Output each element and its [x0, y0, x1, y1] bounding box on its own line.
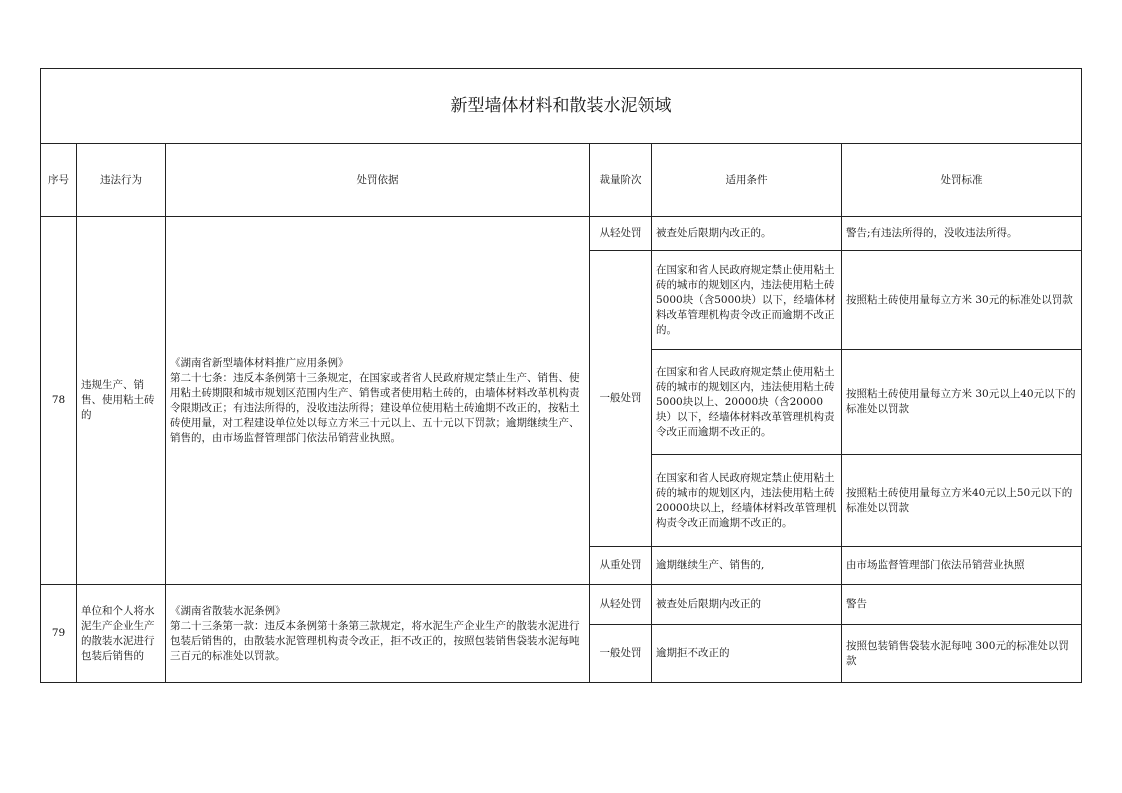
- row-act: 违规生产、销售、使用粘土砖的: [77, 217, 166, 585]
- row-std: 按照粘土砖使用量每立方米 30元的标准处以罚款: [842, 251, 1082, 350]
- row-level: 一般处罚: [590, 625, 652, 683]
- row-cond: 逾期继续生产、销售的,: [652, 547, 842, 585]
- basis-law: 《湖南省新型墙体材料推广应用条例》: [170, 356, 349, 369]
- row-std: 按照粘土砖使用量每立方米 30元以上40元以下的标准处以罚款: [842, 350, 1082, 455]
- row-cond: 在国家和省人民政府规定禁止使用粘土砖的城市的规划区内，违法使用粘土砖5000块（含5000块）以下，经墙体材料改革管理机构责令改正而逾期不改正的。: [652, 251, 842, 350]
- header-row: [41, 144, 1082, 217]
- basis-text: 第二十三条第一款：违反本条例第十条第三款规定，将水泥生产企业生产的散装水泥进行包装后销售的，由散装水泥管理机构责令改正，拒不改正的，按照包装销售袋装水泥每吨三百元的标准处以罚款。: [170, 619, 580, 662]
- basis-text: 第二十七条：违反本条例第十三条规定，在国家或者省人民政府规定禁止生产、销售、使用粘土砖期限和城市规划区范围内生产、销售或者使用粘土砖的，由墙体材料改革机构责令限期改正；有违法所得的，没收违法所得；建设单位使用粘土砖逾期不改正的，按粘土砖使用量，对工程建设单位处以每立方米三十元以上、五十元以下罚款；逾期继续生产、销售的，由市场监督管理部门依法吊销营业执照。: [170, 371, 580, 444]
- header-std: 处罚标准: [842, 144, 1082, 217]
- header-basis: 处罚依据: [166, 144, 590, 217]
- penalty-table: [40, 68, 1082, 683]
- row-level: 从轻处罚: [590, 217, 652, 251]
- row-cond: 被查处后限期内改正的: [652, 585, 842, 625]
- row-seq: 79: [41, 585, 77, 683]
- row-cond: 在国家和省人民政府规定禁止使用粘土砖的城市的规划区内，违法使用粘土砖 20000块以上，经墙体材料改革管理机构责令改正而逾期不改正的。: [652, 455, 842, 547]
- row-basis: [166, 217, 590, 585]
- row-std: 警告;有违法所得的，没收违法所得。: [842, 217, 1082, 251]
- row-level: 从轻处罚: [590, 585, 652, 625]
- row-cond: 在国家和省人民政府规定禁止使用粘土砖的城市的规划区内，违法使用粘土砖5000块以上、20000块（含20000块）以下，经墙体材料改革管理机构责令改正而逾期不改正的。: [652, 350, 842, 455]
- row-std: 按照粘土砖使用量每立方米40元以上50元以下的标准处以罚款: [842, 455, 1082, 547]
- header-level: 裁量阶次: [590, 144, 652, 217]
- row-act: 单位和个人将水泥生产企业生产的散装水泥进行包装后销售的: [77, 585, 166, 683]
- table-row: [41, 585, 1082, 625]
- row-std: 由市场监督管理部门依法吊销营业执照: [842, 547, 1082, 585]
- row-std: 警告: [842, 585, 1082, 625]
- title-row: [41, 69, 1082, 144]
- row-seq: 78: [41, 217, 77, 585]
- row-level: 从重处罚: [590, 547, 652, 585]
- table-row: [41, 217, 1082, 251]
- row-basis: [166, 585, 590, 683]
- row-cond: 被查处后限期内改正的。: [652, 217, 842, 251]
- basis-law: 《湖南省散装水泥条例》: [170, 604, 286, 617]
- header-cond: 适用条件: [652, 144, 842, 217]
- row-std: 按照包装销售袋装水泥每吨 300元的标准处以罚款: [842, 625, 1082, 683]
- header-act: 违法行为: [77, 144, 166, 217]
- document-title: 新型墙体材料和散装水泥领域: [41, 69, 1082, 144]
- row-level: 一般处罚: [590, 251, 652, 547]
- header-seq: 序号: [41, 144, 77, 217]
- row-cond: 逾期拒不改正的: [652, 625, 842, 683]
